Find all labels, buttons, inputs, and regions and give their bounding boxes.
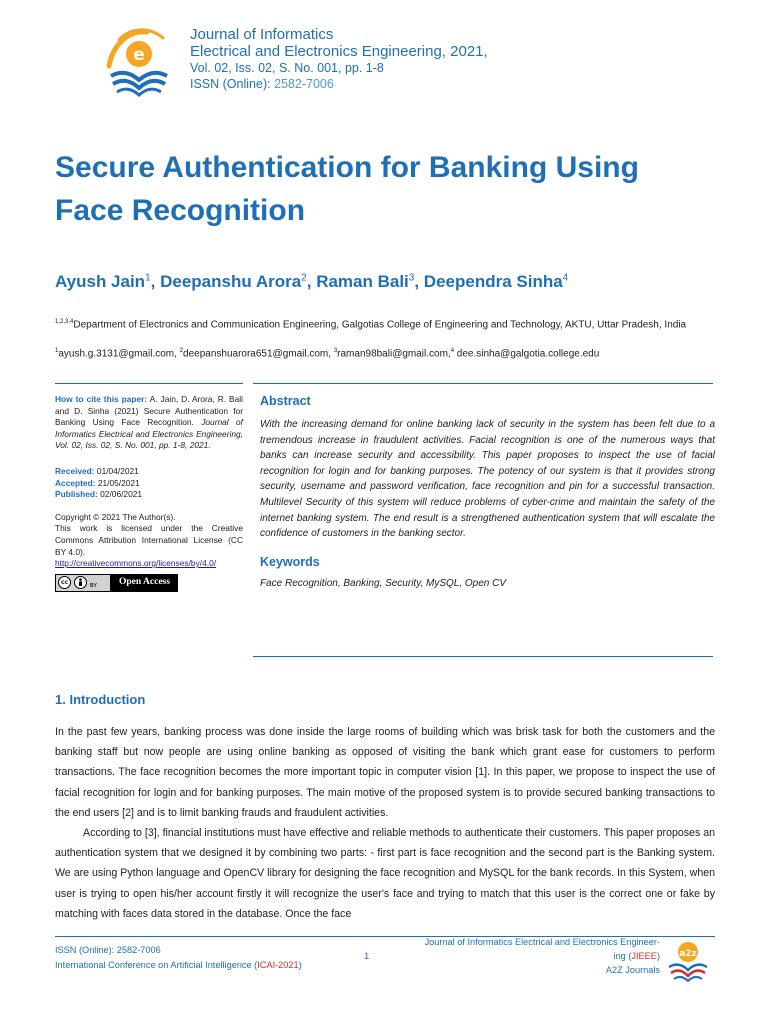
cc-icon: cc [58, 576, 71, 589]
accepted-label: Accepted: [55, 477, 96, 488]
conference-name: International Conference on Artificial Intelligence ( [55, 960, 258, 970]
journal-line2-prefix: ing ( [613, 951, 632, 961]
email-sup: 1 [55, 348, 59, 354]
open-access-badge[interactable]: Open Access [111, 574, 178, 592]
author-affil-sup: 1 [145, 272, 151, 284]
abstract-text: With the increasing demand for online banking lack of security in the system has been felt due to a tremendous increase in fraudulent activities. Facial recognition is one of the numerous ways that banks can increase security and accessibility. This paper proposes to inspect the use of facial recognition for login and for banking purposes. The potency of our system is that it provides strong security, username and password verification, face recognition and pin for a successful transaction. Multilevel Security of this system will reduce problems of cyber-crime and maintain the safety of the internet banking system. The end result is a strengthened authentication system that will escalate the confidence of customers in the banking sector. [260, 419, 715, 540]
license-text: This work is licensed under the Creative Commons Attribution International License (CC BY 4.0). [55, 523, 243, 557]
issn-value: 2582-7006 [274, 77, 334, 91]
intro-paragraph: In the past few years, banking process was done inside the large rooms of building which was brisk task for both the customers and the banking staff but now people are using online banking as opposed of visiting the bank which grant ease for customers to perform transactions. The face recognition becomes the more important topic in computer vision [1]. In this paper, we propose to inspect the use of facial recognition for login and for banking purposes. The main motive of the proposed system is to provide secured banking transactions to the end users [2] and is to limit banking frauds and fraudulent activities. [55, 726, 715, 819]
journal-title-block [190, 26, 488, 92]
abstract-heading: Abstract [260, 394, 311, 408]
cc-by-badge[interactable] [55, 574, 111, 592]
keywords-heading: Keywords [260, 554, 320, 569]
journal-header [99, 20, 659, 100]
copyright: Copyright © 2021 The Author(s). [55, 511, 176, 522]
footer-logo-text: a2z [679, 949, 697, 959]
received-label: Received: [55, 465, 95, 476]
footer-left [55, 943, 302, 973]
citation [55, 394, 243, 452]
affiliation-sup: 1,2,3,4 [55, 319, 74, 325]
published-label: Published: [55, 489, 98, 500]
email-link[interactable]: dee.sinha@galgotia.college.edu [454, 348, 600, 360]
journal-line2-suffix: ) [656, 951, 660, 961]
author-affil-sup: 2 [301, 272, 307, 284]
footer-publisher: A2Z Journals [605, 965, 660, 975]
license-link[interactable]: http://creativecommons.org/licenses/by/4.0/ [55, 558, 217, 569]
copyright-block [55, 512, 243, 570]
introduction-body [55, 722, 715, 924]
author-name: Deependra Sinha [423, 272, 563, 291]
author-affil-sup: 4 [562, 272, 569, 284]
author-separator: , [414, 272, 424, 291]
footer-journal-line2 [370, 949, 660, 963]
abstract-bottom-divider [253, 656, 713, 657]
author-separator: , [150, 272, 161, 291]
cite-text: A. Jain, D. Arora, R. Bali and D. Sinha (2021) Secure Authentication for Banking Using Face Recognition. [55, 394, 243, 428]
journal-volume: Vol. 02, Iss. 02, S. No. 001, pp. 1-8 [190, 61, 384, 75]
affiliation [55, 314, 715, 333]
journal-name-line1: Journal of Informatics [190, 26, 334, 43]
issn-label: ISSN (Online): [190, 77, 275, 91]
author-separator: , [306, 272, 317, 291]
keywords-text: Face Recognition, Banking, Security, MySQL, Open CV [260, 577, 507, 589]
license-badges [55, 574, 243, 592]
abstract-section [260, 394, 715, 589]
footer-right [370, 935, 660, 977]
introduction-heading: 1. Introduction [55, 692, 146, 707]
author-affil-sup: 3 [408, 272, 415, 284]
email-link[interactable]: raman98bali@gmail.com, [337, 348, 451, 360]
a2z-journals-logo-icon [665, 937, 711, 983]
cite-journal: Journal of Informatics Electrical and Electronics Engineering, Vol. 02, Iss. 02, S. No. 001, pp. 1-8, 2021. [55, 417, 243, 451]
sidebar-top-divider [55, 383, 243, 384]
author-name: Ayush Jain [55, 272, 146, 291]
conference-code: ICAI-2021 [257, 960, 299, 970]
journal-issn [190, 76, 488, 92]
author-name: Raman Bali [316, 272, 409, 291]
page-number: 1 [364, 951, 370, 962]
paper-title: Secure Authentication for Banking Using Face Recognition [55, 151, 639, 227]
published-date: 02/06/2021 [97, 489, 143, 500]
footer-issn: ISSN (Online): 2582-7006 [55, 945, 161, 955]
author-list [55, 272, 568, 292]
person-icon [77, 578, 84, 587]
journal-abbrev: JIEEE [631, 951, 657, 961]
footer-journal-line1: Journal of Informatics Electrical and Electronics Engineer- [424, 937, 660, 947]
received-date: 01/04/2021 [94, 465, 139, 476]
article-info-sidebar [55, 394, 243, 592]
email-link[interactable]: deepanshuarora651@gmail.com, [183, 348, 334, 360]
email-link[interactable]: ayush.g.3131@gmail.com, [58, 348, 180, 360]
email-sup: 4 [450, 348, 455, 354]
cite-label: How to cite this paper: [55, 394, 148, 404]
by-icon [74, 576, 87, 589]
journal-logo-icon [99, 20, 179, 100]
article-dates [55, 466, 243, 501]
by-label: BY [90, 583, 97, 590]
journal-name-line2: Electrical and Electronics Engineering, 2021, [190, 43, 488, 60]
email-sup: 2 [179, 348, 184, 354]
footer-conference [55, 958, 302, 973]
abstract-top-divider [253, 383, 713, 384]
logo-letter: e [133, 45, 145, 65]
author-name: Deepanshu Arora [160, 272, 302, 291]
affiliation-text: Department of Electronics and Communication Engineering, Galgotias College of Engineering and Technology, AKTU, Uttar Pradesh, India [73, 319, 687, 331]
email-sup: 3 [333, 348, 338, 354]
intro-paragraph: According to [3], financial institutions must have effective and reliable methods to authenticate their customers. This paper proposes an authentication system that we designed it by combining two parts: - first part is face recognition and the second part is the Banking system. We are using Python language and OpenCV library for designing the face recognition and MySQL for the bank records. In this System, when user is trying to open his/her account firstly it will recognize the user's face and trying to match that this user is the correct one or fake by matching with faces data stored in the database. Once the face [55, 827, 715, 920]
author-emails [55, 344, 715, 361]
accepted-date: 21/05/2021 [95, 477, 140, 488]
conference-suffix: ) [298, 960, 302, 970]
